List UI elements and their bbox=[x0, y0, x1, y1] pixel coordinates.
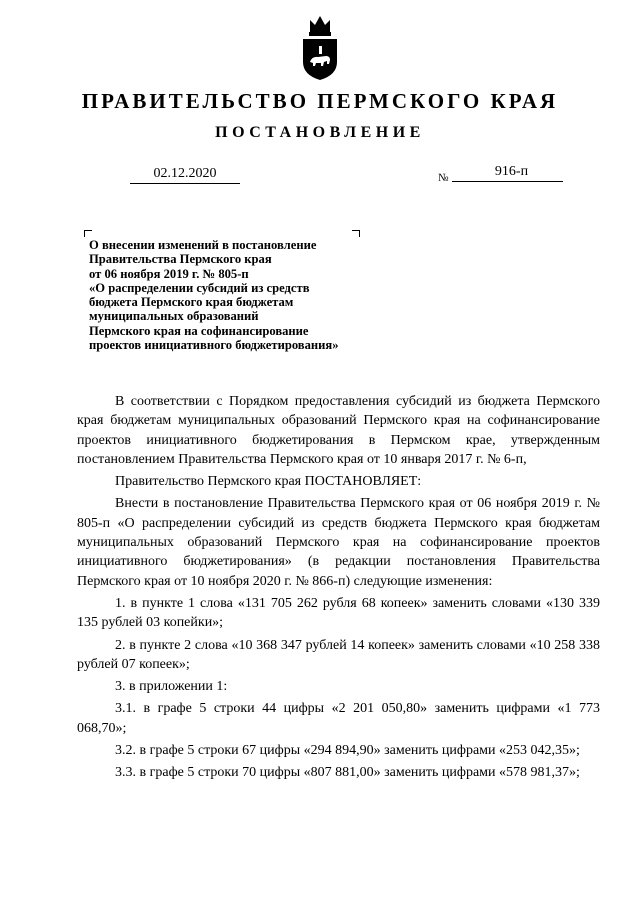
amendment-item-3: 3. в приложении 1: bbox=[115, 679, 228, 695]
subject-corner-left bbox=[84, 230, 92, 237]
subject-line: «О распределении субсидий из средств bbox=[89, 280, 310, 295]
coat-of-arms-icon bbox=[300, 12, 340, 82]
subject-line: от 06 ноября 2019 г. № 805-п bbox=[89, 266, 249, 281]
subject-line: О внесении изменений в постановление bbox=[89, 238, 317, 252]
document-body bbox=[77, 392, 600, 786]
document-subject bbox=[89, 238, 389, 352]
subject-line: проектов инициативного бюджетирования» bbox=[89, 338, 339, 353]
number-label: № bbox=[438, 172, 449, 184]
government-title: ПРАВИТЕЛЬСТВО ПЕРМСКОГО КРАЯ bbox=[81, 89, 559, 113]
document-type: ПОСТАНОВЛЕНИЕ bbox=[215, 124, 425, 141]
amendment-item-1: 1. в пункте 1 слова «131 705 262 рубля 68 копеек» заменить словами «130 339 135 рублей 03 копейки»; bbox=[77, 595, 600, 631]
amendment-item-2: 2. в пункте 2 слова «10 368 347 рублей 14 копеек» заменить словами «10 258 338 рублей 07 копеек»; bbox=[77, 637, 600, 672]
subject-line: бюджета Пермского края бюджетам bbox=[89, 295, 294, 310]
amendment-item-3-2: 3.2. в графе 5 строки 67 цифры «294 894,90» заменить цифрами «253 042,35»; bbox=[115, 743, 580, 759]
amendment-item-3-1: 3.1. в графе 5 строки 44 цифры «2 201 050,80» заменить цифрами «1 773 068,70»; bbox=[77, 701, 600, 736]
preamble-paragraph: В соответствии с Порядком предоставления субсидий из бюджета Пермского края бюджетам муниципальных образований Пермского края на софинансирование проектов инициативного бюджетирования в Пермском крае, утвержденным постановлением Правительства Пермского края от 10 января 2017 г. № 6-п, bbox=[77, 394, 600, 467]
document-number: 916-п bbox=[452, 163, 563, 182]
subject-corner-right bbox=[352, 230, 360, 237]
resolution-paragraph: Правительство Пермского края ПОСТАНОВЛЯЕТ: bbox=[115, 474, 422, 490]
amendment-item-3-3: 3.3. в графе 5 строки 70 цифры «807 881,00» заменить цифрами «578 981,37»; bbox=[115, 765, 580, 781]
subject-line: муниципальных образований bbox=[89, 309, 259, 324]
document-date: 02.12.2020 bbox=[130, 165, 240, 184]
subject-line: Правительства Пермского края bbox=[89, 252, 272, 267]
subject-line: Пермского края на софинансирование bbox=[89, 323, 309, 338]
amendment-intro-paragraph: Внести в постановление Правительства Пермского края от 06 ноября 2019 г. № 805-п «О распределении субсидий из средств бюджета Пермского края бюджетам муниципальных образований Пермского края на софинансирование проектов инициативного бюджетирования» (в редакции постановления Правительства Пермского края от 10 ноября 2020 г. № 866-п) следующие изменения: bbox=[77, 496, 600, 589]
